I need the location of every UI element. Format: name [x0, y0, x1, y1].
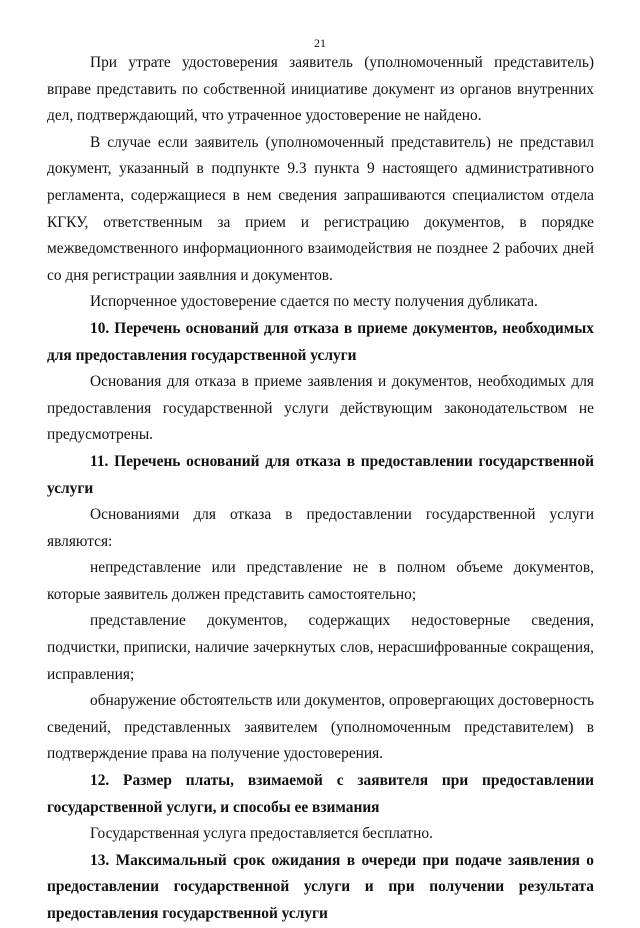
heading-section-12: 12. Размер платы, взимаемой с заявителя при предоставлении государственной услуги, и способы ее взимания [47, 772, 594, 816]
paragraph-free-service: Государственная услуга предоставляется бесплатно. [90, 825, 433, 843]
paragraph-refusal-ground-3: обнаружение обстоятельств или документов, опровергающих достоверность сведений, представленных заявителем (уполномоченным представителем) в подтверждение права на получение удостоверения. [47, 692, 594, 763]
document-body [47, 50, 594, 928]
paragraph-interagency-request: В случае если заявитель (уполномоченный представитель) не представил документ, указанный в подпункте 9.3 пункта 9 настоящего административного регламента, содержащиеся в нем сведения запрашиваются специалистом отдела КГКУ, ответственным за прием и регистрацию документов, в порядке межведомственного информационного взаимодействия не позднее 2 рабочих дней со дня регистрации заявлния и документов. [47, 133, 594, 284]
paragraph-no-refusal-grounds: Основания для отказа в приеме заявления и документов, необходимых для предоставления государственной услуги действующим законодательством не предусмотрены. [47, 373, 594, 444]
heading-section-11: 11. Перечень оснований для отказа в предоставлении государственной услуги [47, 452, 594, 497]
paragraph-refusal-grounds-intro: Основаниями для отказа в предоставлении государственной услуги являются: [47, 506, 594, 550]
heading-section-13: 13. Максимальный срок ожидания в очереди при подаче заявления о предоставлении государственной услуги и при получении результата предоставления государственной услуги [47, 851, 594, 922]
paragraph-spoiled-certificate: Испорченное удостоверение сдается по месту получения дубликата. [90, 293, 538, 311]
page-number: 21 [314, 36, 326, 50]
paragraph-lost-certificate: При утрате удостоверения заявитель (уполномоченный представитель) вправе представить по собственной инициативе документ из органов внутренних дел, подтверждающий, что утраченное удостоверение не найдено. [47, 54, 594, 125]
paragraph-refusal-ground-2: представление документов, содержащих недостоверные сведения, подчистки, приписки, наличие зачеркнутых слов, нерасшифрованные сокращения, исправления; [47, 612, 594, 683]
heading-section-10: 10. Перечень оснований для отказа в приеме документов, необходимых для предоставления государственной услуги [47, 319, 594, 364]
paragraph-refusal-ground-1: непредставление или представление не в полном объеме документов, которые заявитель должен представить самостоятельно; [47, 559, 594, 603]
